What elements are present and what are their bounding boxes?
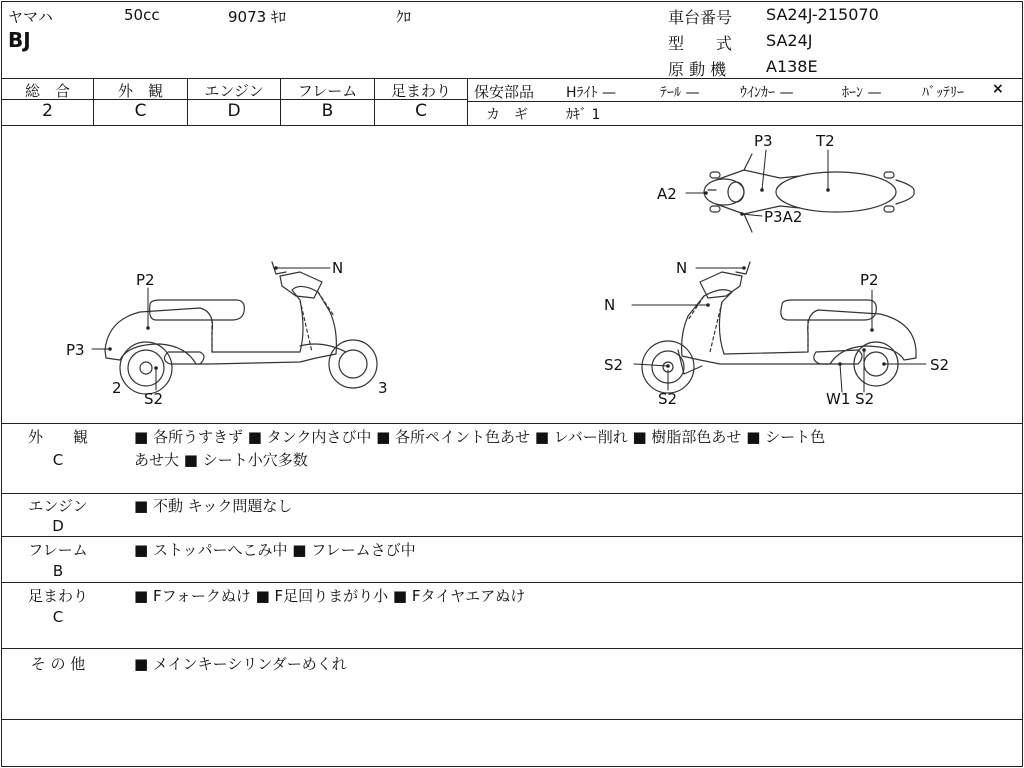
note-exterior-label: 外 観 (27, 428, 88, 446)
engine-label: 原 動 機 (668, 60, 727, 79)
label-right-p2: P2 (860, 271, 879, 289)
divider (1, 719, 1022, 720)
label-left-2: 2 (112, 379, 122, 397)
top-view (704, 154, 914, 232)
label-top-t2: T2 (816, 132, 835, 150)
safety-parts-label: 保安部品 (474, 83, 535, 101)
note-other-label: そ の 他 (30, 655, 86, 673)
mileage: 9073 ｷﾛ (228, 8, 286, 26)
label-left-n: N (332, 259, 344, 277)
safety-horn: ﾎｰﾝ — (842, 85, 882, 101)
note-other-text: ■ メインキーシリンダーめくれ (134, 655, 347, 673)
divider (1, 78, 1022, 79)
leader-lines (92, 150, 926, 392)
grade-engine-label: エンジン (204, 82, 264, 100)
note-exterior-text-line2: あせ大 ■ シート小穴多数 (134, 451, 308, 469)
divider (1, 493, 1022, 494)
grade-engine-value: D (227, 101, 241, 121)
safety-tail: ﾃｰﾙ — (660, 85, 700, 101)
body-color: ｸﾛ (396, 8, 412, 26)
note-frame-grade: B (52, 562, 64, 580)
engine-value: A138E (766, 57, 818, 76)
grade-suspension-value: C (415, 101, 427, 121)
divider (1, 423, 1022, 424)
label-left-p2: P2 (136, 271, 155, 289)
grade-frame-value: B (321, 101, 334, 121)
label-left-p3: P3 (66, 341, 85, 359)
note-suspension-label: 足まわり (27, 587, 88, 605)
label-right-s2-front: S2 (604, 356, 624, 374)
note-frame-text: ■ ストッパーへこみ中 ■ フレームさび中 (134, 541, 416, 559)
grade-frame-label: フレーム (297, 82, 358, 100)
safety-winker: ｳｲﾝｶｰ — (740, 85, 794, 101)
type-value: SA24J (766, 31, 813, 50)
divider (1, 648, 1022, 649)
divider (1, 582, 1022, 583)
label-top-p3a2: P3A2 (764, 208, 803, 226)
grade-exterior-value: C (134, 101, 147, 121)
displacement: 50cc (124, 6, 160, 24)
safety-battery: ﾊﾞｯﾃﾘｰ (922, 85, 964, 101)
safety-headlight: Hﾗｲﾄ — (566, 85, 616, 101)
maker: ヤマハ (8, 8, 53, 26)
label-right-w1s2: W1 S2 (826, 390, 875, 408)
label-right-n: N (604, 296, 616, 314)
note-exterior-grade: C (52, 451, 64, 469)
frame-number: SA24J-215070 (766, 5, 879, 24)
divider (1, 536, 1022, 537)
note-suspension-text: ■ Fフォークぬけ ■ F足回りまがり小 ■ Fタイヤエアぬけ (134, 587, 526, 605)
note-engine-text: ■ 不動 キック問題なし (134, 497, 293, 515)
type-label: 型 式 (668, 34, 733, 53)
note-engine-grade: D (52, 517, 64, 535)
model-name: BJ (8, 28, 31, 52)
label-right-n-top: N (676, 259, 688, 277)
label-left-3: 3 (378, 379, 388, 397)
key-label: カ ギ (486, 107, 528, 123)
label-right-s2-bottom: S2 (658, 390, 678, 408)
label-right-s2-rear: S2 (930, 356, 950, 374)
key-value: ｶｷﾞ 1 (566, 107, 601, 123)
label-left-s2: S2 (144, 390, 164, 408)
label-top-p3: P3 (754, 132, 773, 150)
battery-missing-mark: × (992, 81, 1004, 97)
grade-total-label: 総 合 (24, 82, 70, 100)
note-engine-label: エンジン (28, 497, 88, 515)
label-top-a2: A2 (657, 185, 677, 203)
note-frame-label: フレーム (28, 541, 88, 559)
note-exterior-text: ■ 各所うすきず ■ タンク内さび中 ■ 各所ペイント色あせ ■ レバー削れ ■ 樹脂部色あせ ■ シート色 (134, 428, 826, 446)
damage-diagram (0, 126, 1022, 424)
note-suspension-grade: C (52, 608, 64, 626)
frame-number-label: 車台番号 (668, 8, 733, 27)
grade-total-value: 2 (42, 101, 53, 121)
grade-exterior-label: 外 観 (117, 82, 163, 100)
grade-suspension-label: 足まわり (390, 82, 451, 100)
